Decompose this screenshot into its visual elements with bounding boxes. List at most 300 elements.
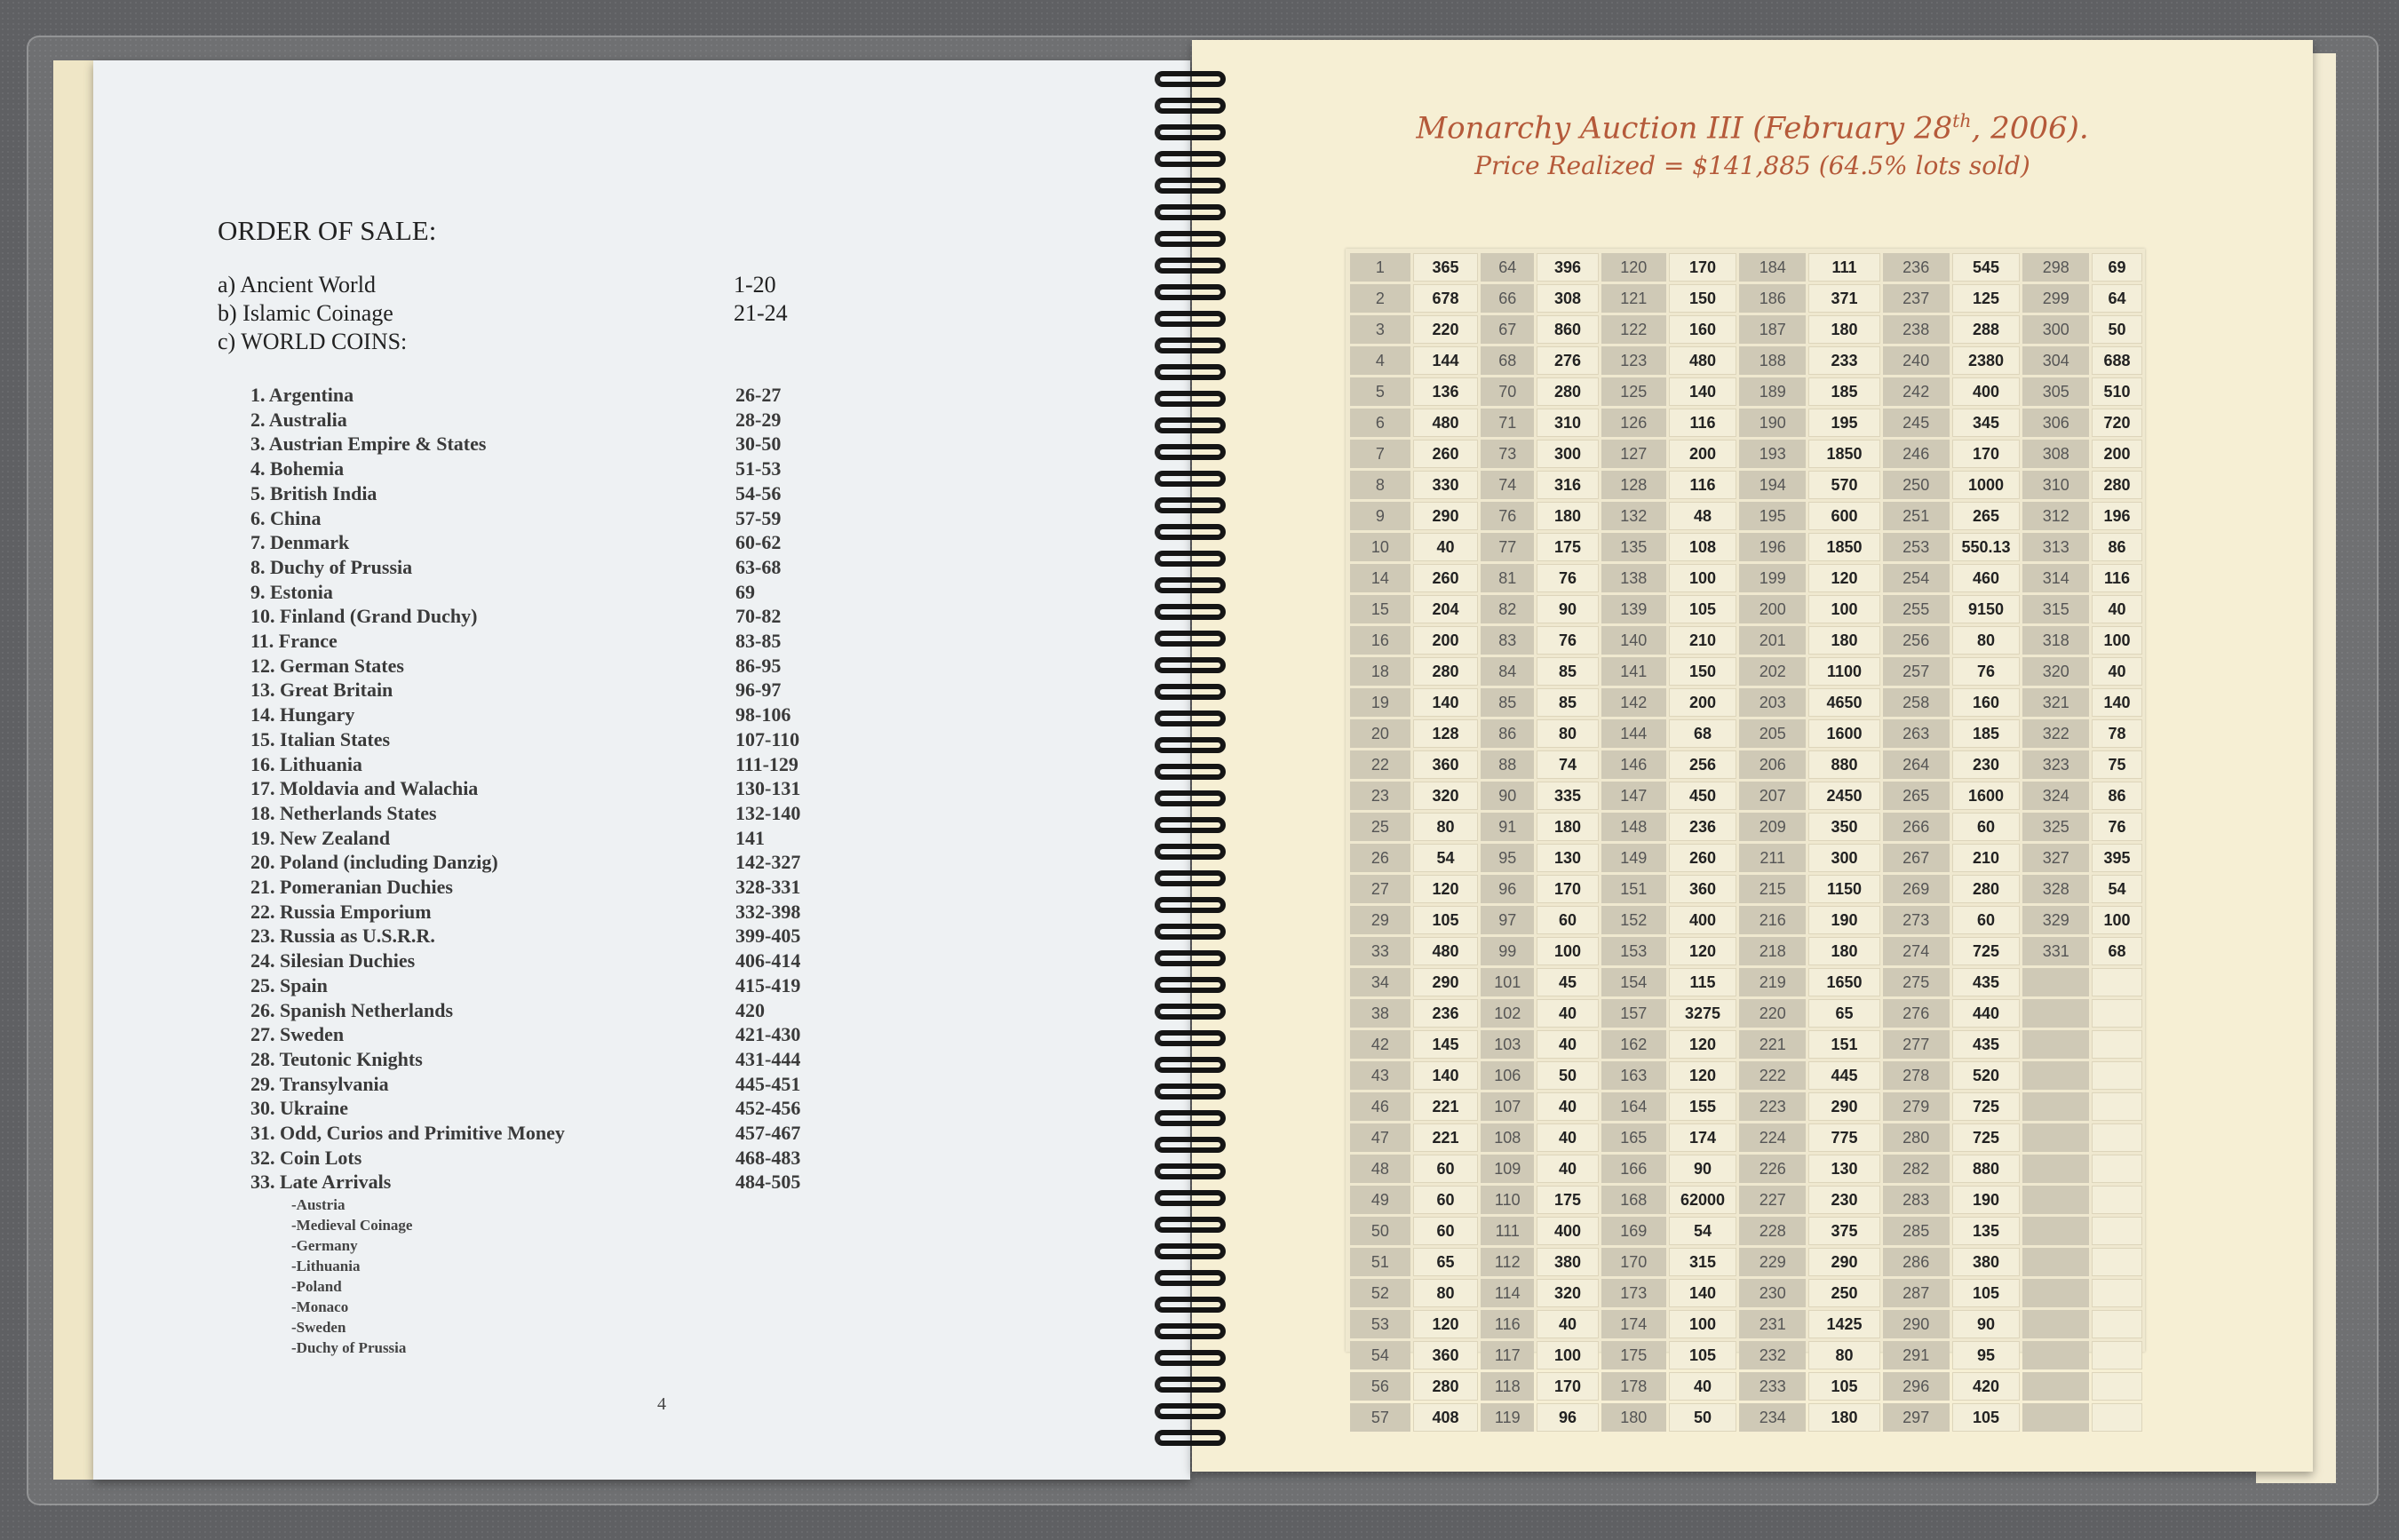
price-cell: 316 xyxy=(1537,471,1599,499)
country-item: 16. Lithuania xyxy=(250,752,362,775)
country-item: 21. Pomeranian Duchies xyxy=(250,876,453,898)
price-cell: 80 xyxy=(1952,626,2021,655)
country-range: 452-456 xyxy=(735,1097,801,1120)
price-cell: 40 xyxy=(1537,1155,1599,1183)
lot-number-cell: 120 xyxy=(1601,253,1666,282)
price-cell: 40 xyxy=(1537,1092,1599,1121)
price-cell: 86 xyxy=(2092,533,2142,561)
prices-realized-table xyxy=(1346,249,2145,1426)
lot-number-cell: 85 xyxy=(1481,688,1534,717)
country-range: 107-110 xyxy=(735,727,800,750)
lot-number-cell: 178 xyxy=(1601,1372,1666,1401)
auction-title-main: Monarchy Auction III (February 28 xyxy=(1416,110,1953,147)
lot-number-cell: 27 xyxy=(1350,875,1410,903)
lot-number-cell: 108 xyxy=(1481,1123,1534,1152)
price-cell: 350 xyxy=(1808,813,1880,841)
spiral-coil xyxy=(1155,1110,1226,1126)
price-cell: 90 xyxy=(1669,1155,1737,1183)
lot-number-cell: 166 xyxy=(1601,1155,1666,1183)
lot-number-cell: 15 xyxy=(1350,595,1410,623)
lot-number-cell: 273 xyxy=(1883,906,1950,934)
lot-number-cell xyxy=(2022,999,2089,1028)
lot-number-cell: 236 xyxy=(1883,253,1950,282)
price-cell: 335 xyxy=(1537,782,1599,810)
table-row xyxy=(1350,875,2142,903)
spiral-coil xyxy=(1155,1323,1226,1339)
country-item: 29. Transylvania xyxy=(250,1072,389,1095)
price-cell xyxy=(2092,1279,2142,1307)
price-cell: 135 xyxy=(1952,1217,2021,1245)
price-cell: 60 xyxy=(1413,1186,1479,1214)
price-cell: 233 xyxy=(1808,346,1880,375)
price-cell: 4650 xyxy=(1808,688,1880,717)
price-cell xyxy=(2092,1030,2142,1059)
spiral-coil xyxy=(1155,577,1226,593)
price-cell: 120 xyxy=(1413,1310,1479,1338)
price-cell: 880 xyxy=(1808,750,1880,779)
lot-number-cell: 190 xyxy=(1739,409,1806,437)
lot-number-cell: 216 xyxy=(1739,906,1806,934)
spiral-coil xyxy=(1155,1297,1226,1313)
lot-number-cell: 126 xyxy=(1601,409,1666,437)
price-cell: 150 xyxy=(1669,657,1737,686)
price-cell: 400 xyxy=(1537,1217,1599,1245)
lot-number-cell: 138 xyxy=(1601,564,1666,592)
lot-number-cell xyxy=(2022,1217,2089,1245)
lot-number-cell: 25 xyxy=(1350,813,1410,841)
table-row xyxy=(1350,999,2142,1028)
price-cell: 54 xyxy=(2092,875,2142,903)
lot-number-cell: 139 xyxy=(1601,595,1666,623)
country-item: 4. Bohemia xyxy=(250,457,345,480)
price-cell: 68 xyxy=(1669,719,1737,748)
price-cell: 136 xyxy=(1413,377,1479,406)
spiral-coil xyxy=(1155,1350,1226,1366)
lot-number-cell: 196 xyxy=(1739,533,1806,561)
lot-number-cell: 188 xyxy=(1739,346,1806,375)
lot-number-cell: 253 xyxy=(1883,533,1950,561)
price-cell xyxy=(2092,1248,2142,1276)
price-cell: 3275 xyxy=(1669,999,1737,1028)
price-cell: 74 xyxy=(1537,750,1599,779)
price-cell: 260 xyxy=(1413,564,1479,592)
country-range: 130-131 xyxy=(735,777,801,800)
table-row xyxy=(1350,471,2142,499)
price-cell: 1600 xyxy=(1808,719,1880,748)
price-cell xyxy=(2092,1092,2142,1121)
late-arrival-item: -Sweden xyxy=(291,1319,346,1336)
price-cell: 545 xyxy=(1952,253,2021,282)
lot-number-cell: 3 xyxy=(1350,315,1410,344)
price-cell: 315 xyxy=(1669,1248,1737,1276)
lot-number-cell: 95 xyxy=(1481,844,1534,872)
price-cell: 221 xyxy=(1413,1123,1479,1152)
price-cell: 85 xyxy=(1537,657,1599,686)
lot-number-cell: 234 xyxy=(1739,1403,1806,1432)
lot-number-cell: 52 xyxy=(1350,1279,1410,1307)
price-cell: 120 xyxy=(1808,564,1880,592)
price-cell: 115 xyxy=(1669,968,1737,996)
price-cell: 78 xyxy=(2092,719,2142,748)
price-cell: 105 xyxy=(1669,595,1737,623)
lot-number-cell: 86 xyxy=(1481,719,1534,748)
lot-number-cell: 165 xyxy=(1601,1123,1666,1152)
lot-number-cell: 112 xyxy=(1481,1248,1534,1276)
lot-number-cell: 5 xyxy=(1350,377,1410,406)
lot-number-cell: 278 xyxy=(1883,1061,1950,1090)
lot-number-cell: 226 xyxy=(1739,1155,1806,1183)
lot-number-cell: 50 xyxy=(1350,1217,1410,1245)
lot-number-cell: 310 xyxy=(2022,471,2089,499)
lot-number-cell: 147 xyxy=(1601,782,1666,810)
spiral-coil xyxy=(1155,710,1226,726)
lot-number-cell: 263 xyxy=(1883,719,1950,748)
price-cell: 105 xyxy=(1952,1403,2021,1432)
section-label: b) Islamic Coinage xyxy=(218,300,393,326)
price-cell: 200 xyxy=(1413,626,1479,655)
country-item: 14. Hungary xyxy=(250,703,355,726)
lot-number-cell: 300 xyxy=(2022,315,2089,344)
lot-number-cell: 132 xyxy=(1601,502,1666,530)
price-cell: 105 xyxy=(1669,1341,1737,1369)
lot-number-cell: 102 xyxy=(1481,999,1534,1028)
table-row xyxy=(1350,315,2142,344)
lot-number-cell: 245 xyxy=(1883,409,1950,437)
lot-number-cell: 82 xyxy=(1481,595,1534,623)
order-of-sale-title: ORDER OF SALE: xyxy=(218,215,437,246)
table-row xyxy=(1350,346,2142,375)
price-cell: 100 xyxy=(1669,1310,1737,1338)
section-range: 1-20 xyxy=(734,272,776,298)
lot-number-cell: 135 xyxy=(1601,533,1666,561)
spiral-coil xyxy=(1155,977,1226,993)
table-row xyxy=(1350,688,2142,717)
lot-number-cell: 146 xyxy=(1601,750,1666,779)
lot-number-cell: 211 xyxy=(1739,844,1806,872)
price-cell: 435 xyxy=(1952,1030,2021,1059)
lot-number-cell: 117 xyxy=(1481,1341,1534,1369)
country-item: 17. Moldavia and Walachia xyxy=(250,777,479,800)
lot-number-cell: 96 xyxy=(1481,875,1534,903)
spiral-coil xyxy=(1155,497,1226,513)
lot-number-cell: 152 xyxy=(1601,906,1666,934)
lot-number-cell: 42 xyxy=(1350,1030,1410,1059)
price-cell: 200 xyxy=(2092,440,2142,468)
price-cell: 180 xyxy=(1808,937,1880,965)
lot-number-cell: 103 xyxy=(1481,1030,1534,1059)
lot-number-cell xyxy=(2022,968,2089,996)
lot-number-cell: 53 xyxy=(1350,1310,1410,1338)
price-cell xyxy=(2092,1186,2142,1214)
price-cell: 300 xyxy=(1537,440,1599,468)
price-cell: 280 xyxy=(2092,471,2142,499)
price-cell: 54 xyxy=(1669,1217,1737,1245)
price-cell: 725 xyxy=(1952,1123,2021,1152)
lot-number-cell: 321 xyxy=(2022,688,2089,717)
spiral-coil xyxy=(1155,844,1226,860)
price-cell: 200 xyxy=(1669,440,1737,468)
table-row xyxy=(1350,502,2142,530)
price-cell: 40 xyxy=(1537,999,1599,1028)
lot-number-cell: 203 xyxy=(1739,688,1806,717)
price-cell: 1600 xyxy=(1952,782,2021,810)
spiral-coil xyxy=(1155,444,1226,460)
price-cell: 1650 xyxy=(1808,968,1880,996)
spiral-coil xyxy=(1155,391,1226,407)
price-cell: 180 xyxy=(1808,626,1880,655)
price-cell: 48 xyxy=(1669,502,1737,530)
lot-number-cell: 186 xyxy=(1739,284,1806,313)
spiral-coil xyxy=(1155,684,1226,700)
lot-number-cell: 123 xyxy=(1601,346,1666,375)
lot-number-cell xyxy=(2022,1248,2089,1276)
price-cell: 100 xyxy=(1537,937,1599,965)
price-cell: 45 xyxy=(1537,968,1599,996)
table-row xyxy=(1350,1061,2142,1090)
price-cell: 40 xyxy=(1537,1310,1599,1338)
lot-number-cell: 267 xyxy=(1883,844,1950,872)
lot-number-cell: 34 xyxy=(1350,968,1410,996)
lot-number-cell: 2 xyxy=(1350,284,1410,313)
country-item: 10. Finland (Grand Duchy) xyxy=(250,605,478,628)
price-cell: 371 xyxy=(1808,284,1880,313)
country-item: 13. Great Britain xyxy=(250,679,393,702)
lot-number-cell: 64 xyxy=(1481,253,1534,282)
price-cell: 80 xyxy=(1413,813,1479,841)
lot-number-cell: 169 xyxy=(1601,1217,1666,1245)
country-item: 18. Netherlands States xyxy=(250,801,437,824)
table-row xyxy=(1350,284,2142,313)
lot-number-cell: 119 xyxy=(1481,1403,1534,1432)
price-cell: 130 xyxy=(1808,1155,1880,1183)
lot-number-cell: 151 xyxy=(1601,875,1666,903)
price-cell: 1150 xyxy=(1808,875,1880,903)
price-cell: 400 xyxy=(1952,377,2021,406)
price-cell: 90 xyxy=(1537,595,1599,623)
price-cell: 170 xyxy=(1669,253,1737,282)
lot-number-cell: 8 xyxy=(1350,471,1410,499)
table-row xyxy=(1350,626,2142,655)
lot-number-cell: 107 xyxy=(1481,1092,1534,1121)
price-cell: 440 xyxy=(1952,999,2021,1028)
country-range: 63-68 xyxy=(735,555,782,578)
price-cell: 76 xyxy=(2092,813,2142,841)
country-range: 399-405 xyxy=(735,925,801,948)
lot-number-cell: 314 xyxy=(2022,564,2089,592)
lot-number-cell: 148 xyxy=(1601,813,1666,841)
price-cell: 62000 xyxy=(1669,1186,1737,1214)
country-item: 22. Russia Emporium xyxy=(250,900,432,923)
auction-title-sup: th xyxy=(1952,110,1972,131)
lot-number-cell: 157 xyxy=(1601,999,1666,1028)
price-cell: 195 xyxy=(1808,409,1880,437)
table-row xyxy=(1350,533,2142,561)
lot-number-cell: 91 xyxy=(1481,813,1534,841)
lot-number-cell: 233 xyxy=(1739,1372,1806,1401)
lot-number-cell: 230 xyxy=(1739,1279,1806,1307)
price-cell: 40 xyxy=(1413,533,1479,561)
lot-number-cell: 286 xyxy=(1883,1248,1950,1276)
lot-number-cell: 118 xyxy=(1481,1372,1534,1401)
lot-number-cell: 220 xyxy=(1739,999,1806,1028)
auction-title-end: , 2006). xyxy=(1971,110,2089,147)
lot-number-cell: 125 xyxy=(1601,377,1666,406)
price-cell: 510 xyxy=(2092,377,2142,406)
price-cell: 180 xyxy=(1537,813,1599,841)
lot-number-cell: 282 xyxy=(1883,1155,1950,1183)
price-cell: 1850 xyxy=(1808,440,1880,468)
price-cell: 365 xyxy=(1413,253,1479,282)
spiral-coil xyxy=(1155,1084,1226,1099)
lot-number-cell: 49 xyxy=(1350,1186,1410,1214)
lot-number-cell xyxy=(2022,1186,2089,1214)
lot-number-cell: 140 xyxy=(1601,626,1666,655)
lot-number-cell: 320 xyxy=(2022,657,2089,686)
price-cell: 775 xyxy=(1808,1123,1880,1152)
price-cell: 880 xyxy=(1952,1155,2021,1183)
lot-number-cell: 257 xyxy=(1883,657,1950,686)
price-cell: 1425 xyxy=(1808,1310,1880,1338)
lot-number-cell: 215 xyxy=(1739,875,1806,903)
price-cell: 69 xyxy=(2092,253,2142,282)
price-cell: 450 xyxy=(1669,782,1737,810)
lot-number-cell xyxy=(2022,1341,2089,1369)
country-range: 26-27 xyxy=(735,384,782,406)
spiral-coil xyxy=(1155,1004,1226,1020)
price-cell: 210 xyxy=(1952,844,2021,872)
price-cell: 76 xyxy=(1537,626,1599,655)
lot-number-cell: 101 xyxy=(1481,968,1534,996)
lot-number-cell: 256 xyxy=(1883,626,1950,655)
price-cell: 280 xyxy=(1413,657,1479,686)
table-row xyxy=(1350,782,2142,810)
price-cell xyxy=(2092,1217,2142,1245)
lot-number-cell: 238 xyxy=(1883,315,1950,344)
price-cell: 256 xyxy=(1669,750,1737,779)
price-realized: Price Realized = $141,885 (64.5% lots sold) xyxy=(1474,151,2030,180)
price-cell: 50 xyxy=(1669,1403,1737,1432)
price-cell: 320 xyxy=(1537,1279,1599,1307)
country-range: 484-505 xyxy=(735,1171,801,1194)
lot-number-cell: 26 xyxy=(1350,844,1410,872)
price-cell: 40 xyxy=(1537,1123,1599,1152)
lot-number-cell: 237 xyxy=(1883,284,1950,313)
lot-number-cell: 71 xyxy=(1481,409,1534,437)
lot-number-cell: 19 xyxy=(1350,688,1410,717)
price-cell: 40 xyxy=(2092,595,2142,623)
late-arrival-item: -Poland xyxy=(291,1278,342,1295)
lot-number-cell: 304 xyxy=(2022,346,2089,375)
price-cell: 40 xyxy=(2092,657,2142,686)
country-range: 54-56 xyxy=(735,481,782,504)
price-cell: 76 xyxy=(1952,657,2021,686)
lot-number-cell xyxy=(2022,1030,2089,1059)
table-row xyxy=(1350,1030,2142,1059)
country-range: 60-62 xyxy=(735,531,782,554)
lot-number-cell: 110 xyxy=(1481,1186,1534,1214)
price-cell: 221 xyxy=(1413,1092,1479,1121)
price-cell: 90 xyxy=(1952,1310,2021,1338)
late-arrival-item: -Austria xyxy=(291,1196,346,1213)
price-cell: 190 xyxy=(1808,906,1880,934)
section-range: 21-24 xyxy=(734,300,788,326)
lot-number-cell: 116 xyxy=(1481,1310,1534,1338)
lot-number-cell: 18 xyxy=(1350,657,1410,686)
lot-number-cell: 283 xyxy=(1883,1186,1950,1214)
table-row xyxy=(1350,719,2142,748)
lot-number-cell: 207 xyxy=(1739,782,1806,810)
country-item: 28. Teutonic Knights xyxy=(250,1047,423,1070)
lot-number-cell: 242 xyxy=(1883,377,1950,406)
lot-number-cell: 193 xyxy=(1739,440,1806,468)
price-cell: 60 xyxy=(1413,1217,1479,1245)
price-cell: 480 xyxy=(1669,346,1737,375)
price-cell xyxy=(2092,999,2142,1028)
price-cell: 175 xyxy=(1537,1186,1599,1214)
lot-number-cell: 154 xyxy=(1601,968,1666,996)
lot-number-cell xyxy=(2022,1123,2089,1152)
table-row xyxy=(1350,813,2142,841)
price-cell: 360 xyxy=(1669,875,1737,903)
price-cell: 725 xyxy=(1952,937,2021,965)
price-cell: 360 xyxy=(1413,750,1479,779)
price-cell: 105 xyxy=(1952,1279,2021,1307)
spiral-coil xyxy=(1155,417,1226,433)
price-cell: 300 xyxy=(1808,844,1880,872)
price-cell: 200 xyxy=(1669,688,1737,717)
lot-number-cell: 329 xyxy=(2022,906,2089,934)
country-item: 5. British India xyxy=(250,481,377,504)
spiral-coil xyxy=(1155,1430,1226,1446)
price-cell: 60 xyxy=(1537,906,1599,934)
price-cell: 170 xyxy=(1537,875,1599,903)
price-cell: 80 xyxy=(1413,1279,1479,1307)
price-cell: 290 xyxy=(1413,968,1479,996)
spiral-coil xyxy=(1155,231,1226,247)
price-cell: 150 xyxy=(1669,284,1737,313)
price-cell: 220 xyxy=(1413,315,1479,344)
price-cell: 280 xyxy=(1413,1372,1479,1401)
spiral-coil xyxy=(1155,1403,1226,1419)
price-cell: 678 xyxy=(1413,284,1479,313)
lot-number-cell: 84 xyxy=(1481,657,1534,686)
price-cell: 96 xyxy=(1537,1403,1599,1432)
lot-number-cell: 142 xyxy=(1601,688,1666,717)
lot-number-cell: 194 xyxy=(1739,471,1806,499)
price-cell: 116 xyxy=(1669,471,1737,499)
lot-number-cell: 174 xyxy=(1601,1310,1666,1338)
table-row xyxy=(1350,1155,2142,1183)
lot-number-cell: 170 xyxy=(1601,1248,1666,1276)
prices-table xyxy=(1347,250,2145,1434)
table-row xyxy=(1350,1217,2142,1245)
lot-number-cell: 90 xyxy=(1481,782,1534,810)
lot-number-cell: 164 xyxy=(1601,1092,1666,1121)
lot-number-cell: 7 xyxy=(1350,440,1410,468)
price-cell: 140 xyxy=(2092,688,2142,717)
price-cell: 116 xyxy=(2092,564,2142,592)
spiral-coil xyxy=(1155,1030,1226,1046)
country-item: 20. Poland (including Danzig) xyxy=(250,851,498,874)
price-cell: 60 xyxy=(1413,1155,1479,1183)
late-arrival-item: -Medieval Coinage xyxy=(291,1217,413,1234)
lot-number-cell: 274 xyxy=(1883,937,1950,965)
price-cell: 65 xyxy=(1413,1248,1479,1276)
lot-number-cell: 99 xyxy=(1481,937,1534,965)
country-range: 406-414 xyxy=(735,949,801,972)
price-cell: 50 xyxy=(2092,315,2142,344)
country-range: 420 xyxy=(735,998,765,1021)
